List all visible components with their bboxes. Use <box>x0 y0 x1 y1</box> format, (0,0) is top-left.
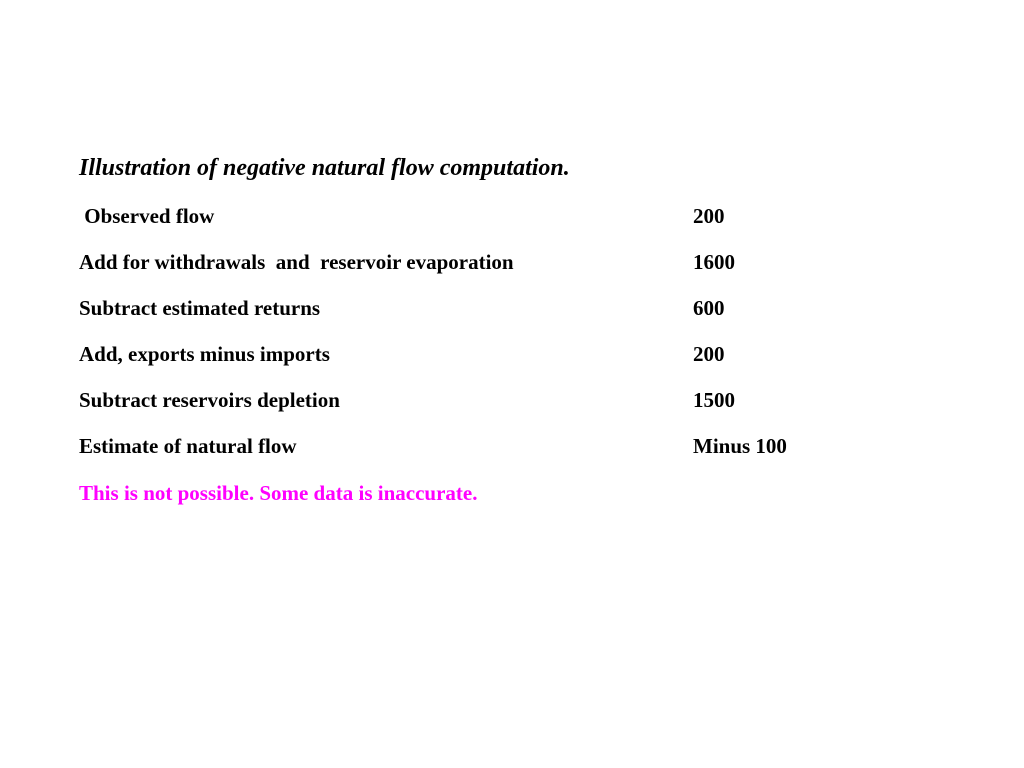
row-value: 600 <box>693 296 725 320</box>
row-label: Estimate of natural flow <box>79 434 297 458</box>
row-value: Minus 100 <box>693 434 787 458</box>
table-row-natural-flow <box>79 431 979 461</box>
table-row-returns <box>79 293 979 323</box>
table-row-exports-imports <box>79 339 979 369</box>
row-value: 1600 <box>693 250 735 274</box>
row-label: Add for withdrawals and reservoir evaporation <box>79 250 514 274</box>
row-value: 200 <box>693 204 725 228</box>
slide-title: Illustration of negative natural flow computation. <box>79 155 570 181</box>
row-label: Observed flow <box>79 204 215 228</box>
row-label: Add, exports minus imports <box>79 342 330 366</box>
table-row-withdrawals <box>79 247 979 277</box>
row-value: 200 <box>693 342 725 366</box>
warning-note: This is not possible. Some data is inaccurate. <box>79 481 478 505</box>
row-label: Subtract estimated returns <box>79 296 321 320</box>
row-label: Subtract reservoirs depletion <box>79 388 340 412</box>
row-value: 1500 <box>693 388 735 412</box>
table-row-reservoir-depletion <box>79 385 979 415</box>
table-row-observed-flow <box>79 201 979 231</box>
